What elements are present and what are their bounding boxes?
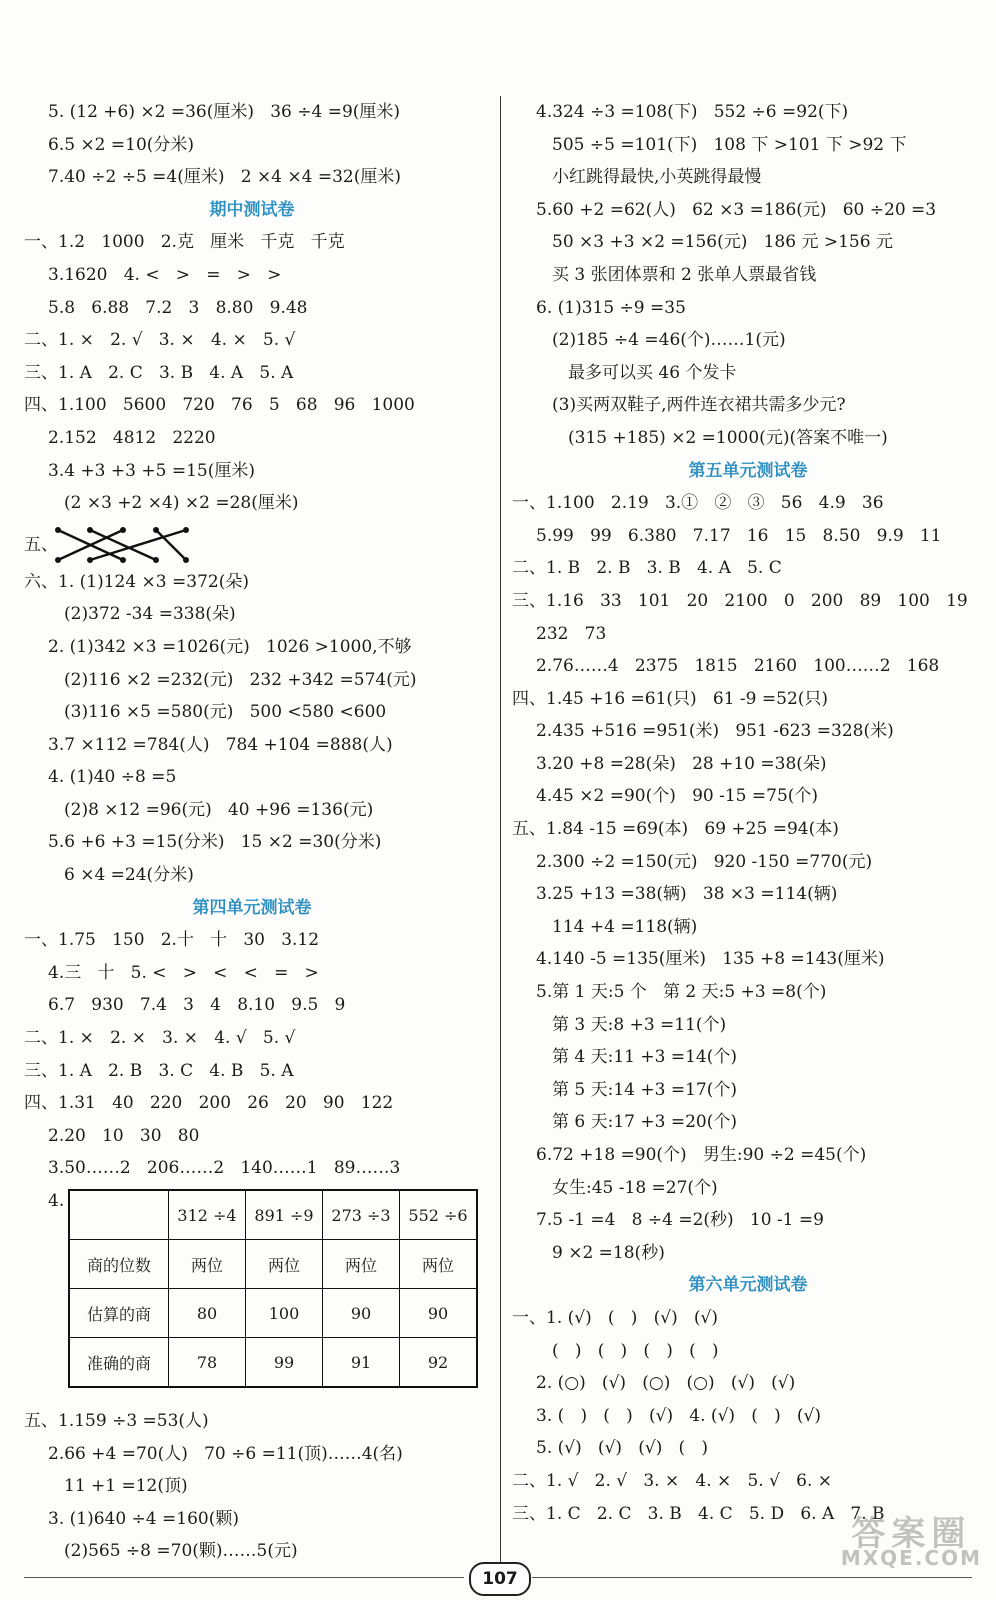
section-title: 第六单元测试卷 bbox=[688, 1275, 808, 1296]
table-row bbox=[69, 1338, 477, 1388]
answer-line: 2.152 4812 2220 bbox=[48, 427, 216, 448]
answer-line: 3.1620 4. < > = > > bbox=[48, 264, 282, 285]
answer-line: 9 ×2 =18(秒) bbox=[552, 1242, 665, 1263]
matching-label: 五、 bbox=[24, 534, 58, 555]
answer-line: 小红跳得最快,小英跳得最慢 bbox=[552, 167, 762, 188]
table-cell: 90 bbox=[323, 1289, 400, 1338]
answer-line: 五、1.159 ÷3 =53(人) bbox=[24, 1411, 209, 1431]
table-header-cell: 891 ÷9 bbox=[246, 1190, 323, 1240]
answer-line: 6.72 +18 =90(个) 男生:90 ÷2 =45(个) bbox=[536, 1145, 867, 1165]
left-column bbox=[24, 96, 480, 1568]
left-bottom-answers bbox=[24, 1405, 480, 1568]
answer-line: 6. (1)315 ÷9 =35 bbox=[536, 297, 686, 318]
answer-line: 232 73 bbox=[536, 623, 607, 644]
answer-line: 3.7 ×112 =784(人) 784 +104 =888(人) bbox=[48, 734, 393, 755]
table-cell: 准确的商 bbox=[69, 1338, 169, 1388]
answer-line: (2)565 ÷8 =70(颗)……5(元) bbox=[64, 1541, 298, 1562]
table-cell: 两位 bbox=[400, 1240, 478, 1289]
answer-line: 3. ( ) ( ) (√) 4. (√) ( ) (√) bbox=[536, 1405, 822, 1426]
answer-line: 4.324 ÷3 =108(下) 552 ÷6 =92(下) bbox=[536, 102, 849, 122]
answer-line: 2.66 +4 =70(人) 70 ÷6 =11(顶)……4(名) bbox=[48, 1443, 403, 1464]
answer-line: 四、1.100 5600 720 76 5 68 96 1000 bbox=[24, 395, 415, 416]
answer-line: (2)372 -34 =338(朵) bbox=[64, 604, 236, 625]
answer-line: 三、1.16 33 101 20 2100 0 200 89 100 19 bbox=[512, 590, 968, 611]
answer-line: 三、1. C 2. C 3. B 4. C 5. D 6. A 7. B bbox=[512, 1503, 885, 1524]
answer-line: 5. (12 +6) ×2 =36(厘米) 36 ÷4 =9(厘米) bbox=[48, 102, 401, 122]
answer-line: 一、1.100 2.19 3.① ② ③ 56 4.9 36 bbox=[512, 493, 884, 514]
table-cell: 92 bbox=[400, 1338, 478, 1388]
answer-line: 2. (○) (√) (○) (○) (√) (√) bbox=[536, 1373, 796, 1394]
answer-line: 5.60 +2 =62(人) 62 ×3 =186(元) 60 ÷20 =3 bbox=[536, 199, 937, 220]
table-header-cell bbox=[69, 1190, 169, 1240]
answer-line: 三、1. A 2. B 3. C 4. B 5. A bbox=[24, 1060, 294, 1081]
answer-line: 3.25 +13 =38(辆) 38 ×3 =114(辆) bbox=[536, 884, 838, 905]
answer-line: 2.300 ÷2 =150(元) 920 -150 =770(元) bbox=[536, 851, 873, 872]
answer-line: 5. (√) (√) (√) ( ) bbox=[536, 1438, 709, 1459]
answer-line: (2)8 ×12 =96(元) 40 +96 =136(元) bbox=[64, 799, 374, 820]
answer-line: 2.76……4 2375 1815 2160 100……2 168 bbox=[536, 656, 940, 677]
table-cell: 78 bbox=[169, 1338, 246, 1388]
footer-rule-right bbox=[532, 1577, 972, 1578]
answer-line: 第 6 天:17 +3 =20(个) bbox=[552, 1112, 737, 1133]
answer-line: 女生:45 -18 =27(个) bbox=[552, 1177, 718, 1198]
answer-line: (3)116 ×5 =580(元) 500 <580 <600 bbox=[64, 702, 387, 723]
watermark-bottom: MXQE.COM bbox=[840, 1546, 982, 1570]
answer-line: 二、1. × 2. √ 3. × 4. × 5. √ bbox=[24, 330, 296, 351]
answer-line: 第 5 天:14 +3 =17(个) bbox=[552, 1079, 737, 1100]
answer-line: 五、1.84 -15 =69(本) 69 +25 =94(本) bbox=[512, 819, 839, 840]
answer-line: 二、1. B 2. B 3. B 4. A 5. C bbox=[512, 558, 782, 579]
right-answers bbox=[512, 96, 984, 1530]
answer-line: 5.6 +6 +3 =15(分米) 15 ×2 =30(分米) bbox=[48, 832, 382, 853]
table-row bbox=[69, 1240, 477, 1289]
answer-line: (3)买两双鞋子,两件连衣裙共需多少元? bbox=[552, 395, 846, 416]
column-divider bbox=[500, 96, 501, 1574]
answer-line: 5.8 6.88 7.2 3 8.80 9.48 bbox=[48, 297, 308, 318]
answer-line: 7.5 -1 =4 8 ÷4 =2(秒) 10 -1 =9 bbox=[536, 1210, 824, 1231]
section-title: 期中测试卷 bbox=[209, 199, 295, 220]
answer-line: 3. (1)640 ÷4 =160(颗) bbox=[48, 1508, 239, 1529]
table-cell: 80 bbox=[169, 1289, 246, 1338]
section-title: 第四单元测试卷 bbox=[192, 897, 312, 918]
answer-line: 2. (1)342 ×3 =1026(元) 1026 >1000,不够 bbox=[48, 636, 412, 657]
answer-line: (2 ×3 +2 ×4) ×2 =28(厘米) bbox=[64, 493, 299, 514]
table-cell: 商的位数 bbox=[69, 1240, 169, 1289]
answer-line: (2)185 ÷4 =46(个)……1(元) bbox=[552, 330, 786, 351]
answer-line: ( ) ( ) ( ) ( ) bbox=[552, 1340, 719, 1361]
answer-line: 6 ×4 =24(分米) bbox=[64, 865, 194, 886]
answer-line: 2.435 +516 =951(米) 951 -623 =328(米) bbox=[536, 721, 894, 742]
matching-answer bbox=[24, 520, 480, 566]
table-cell: 90 bbox=[400, 1289, 478, 1338]
answer-line: 一、1. (√) ( ) (√) (√) bbox=[512, 1307, 719, 1328]
left-top-answers bbox=[24, 96, 480, 520]
answer-line: 四、1.31 40 220 200 26 20 90 122 bbox=[24, 1093, 394, 1114]
table-cell: 100 bbox=[246, 1289, 323, 1338]
table-header-cell: 552 ÷6 bbox=[400, 1190, 478, 1240]
table-cell: 估算的商 bbox=[69, 1289, 169, 1338]
table-header-row bbox=[69, 1190, 477, 1240]
answer-line: 4.三 十 5. < > < < = > bbox=[48, 962, 319, 983]
answer-line: 四、1.45 +16 =61(只) 61 -9 =52(只) bbox=[512, 688, 829, 709]
right-column bbox=[512, 96, 984, 1530]
quotient-table-block bbox=[24, 1187, 480, 1405]
quotient-table bbox=[68, 1189, 478, 1388]
table-cell: 两位 bbox=[323, 1240, 400, 1289]
answer-line: 114 +4 =118(辆) bbox=[552, 916, 698, 937]
answer-line: 50 ×3 +3 ×2 =156(元) 186 元 >156 元 bbox=[552, 232, 893, 253]
table-header-cell: 273 ÷3 bbox=[323, 1190, 400, 1240]
answer-line: 一、1.75 150 2.十 十 30 3.12 bbox=[24, 930, 320, 951]
matching-lines bbox=[48, 524, 198, 566]
answer-line: (315 +185) ×2 =1000(元)(答案不唯一) bbox=[568, 427, 888, 448]
answer-line: 二、1. × 2. × 3. × 4. √ 5. √ bbox=[24, 1028, 296, 1049]
answer-line: 11 +1 =12(顶) bbox=[64, 1476, 188, 1497]
section-title: 第五单元测试卷 bbox=[688, 460, 808, 481]
answer-line: 第 3 天:8 +3 =11(个) bbox=[552, 1014, 727, 1035]
answer-line: (2)116 ×2 =232(元) 232 +342 =574(元) bbox=[64, 669, 417, 690]
left-middle-answers bbox=[24, 566, 480, 1185]
watermark-logo bbox=[840, 1514, 982, 1570]
answer-line: 6.7 930 7.4 3 4 8.10 9.5 9 bbox=[48, 995, 346, 1016]
table-cell: 两位 bbox=[169, 1240, 246, 1289]
footer-rule-left bbox=[24, 1577, 464, 1578]
answer-line: 二、1. √ 2. √ 3. × 4. × 5. √ 6. × bbox=[512, 1470, 833, 1491]
table-number: 4. bbox=[48, 1191, 65, 1211]
answer-line: 最多可以买 46 个发卡 bbox=[568, 362, 737, 383]
table-cell: 99 bbox=[246, 1338, 323, 1388]
answer-line: 5.第 1 天:5 个 第 2 天:5 +3 =8(个) bbox=[536, 982, 827, 1003]
table-cell: 两位 bbox=[246, 1240, 323, 1289]
watermark-top: 答案圈 bbox=[851, 1514, 972, 1554]
answer-line: 3.20 +8 =28(朵) 28 +10 =38(朵) bbox=[536, 753, 827, 774]
table-cell: 91 bbox=[323, 1338, 400, 1388]
page-number: 107 bbox=[469, 1562, 531, 1596]
table-row bbox=[69, 1289, 477, 1338]
table-header-cell: 312 ÷4 bbox=[169, 1190, 246, 1240]
answer-line: 买 3 张团体票和 2 张单人票最省钱 bbox=[552, 264, 817, 285]
answer-line: 3.50……2 206……2 140……1 89……3 bbox=[48, 1158, 401, 1179]
answer-line: 4.45 ×2 =90(个) 90 -15 =75(个) bbox=[536, 786, 819, 807]
answer-line: 六、1. (1)124 ×3 =372(朵) bbox=[24, 571, 249, 592]
answer-line: 4.140 -5 =135(厘米) 135 +8 =143(厘米) bbox=[536, 949, 885, 970]
answer-line: 3.4 +3 +3 +5 =15(厘米) bbox=[48, 460, 255, 481]
answer-line: 6.5 ×2 =10(分米) bbox=[48, 134, 195, 155]
answer-line: 一、1.2 1000 2.克 厘米 千克 千克 bbox=[24, 232, 345, 253]
answer-line: 4. (1)40 ÷8 =5 bbox=[48, 767, 177, 788]
answer-line: 三、1. A 2. C 3. B 4. A 5. A bbox=[24, 362, 294, 383]
answer-line: 第 4 天:11 +3 =14(个) bbox=[552, 1047, 737, 1068]
answer-line: 505 ÷5 =101(下) 108 下 >101 下 >92 下 bbox=[552, 134, 907, 155]
answer-line: 7.40 ÷2 ÷5 =4(厘米) 2 ×4 ×4 =32(厘米) bbox=[48, 167, 402, 188]
answer-line: 2.20 10 30 80 bbox=[48, 1125, 200, 1146]
answer-line: 5.99 99 6.380 7.17 16 15 8.50 9.9 11 bbox=[536, 525, 942, 546]
